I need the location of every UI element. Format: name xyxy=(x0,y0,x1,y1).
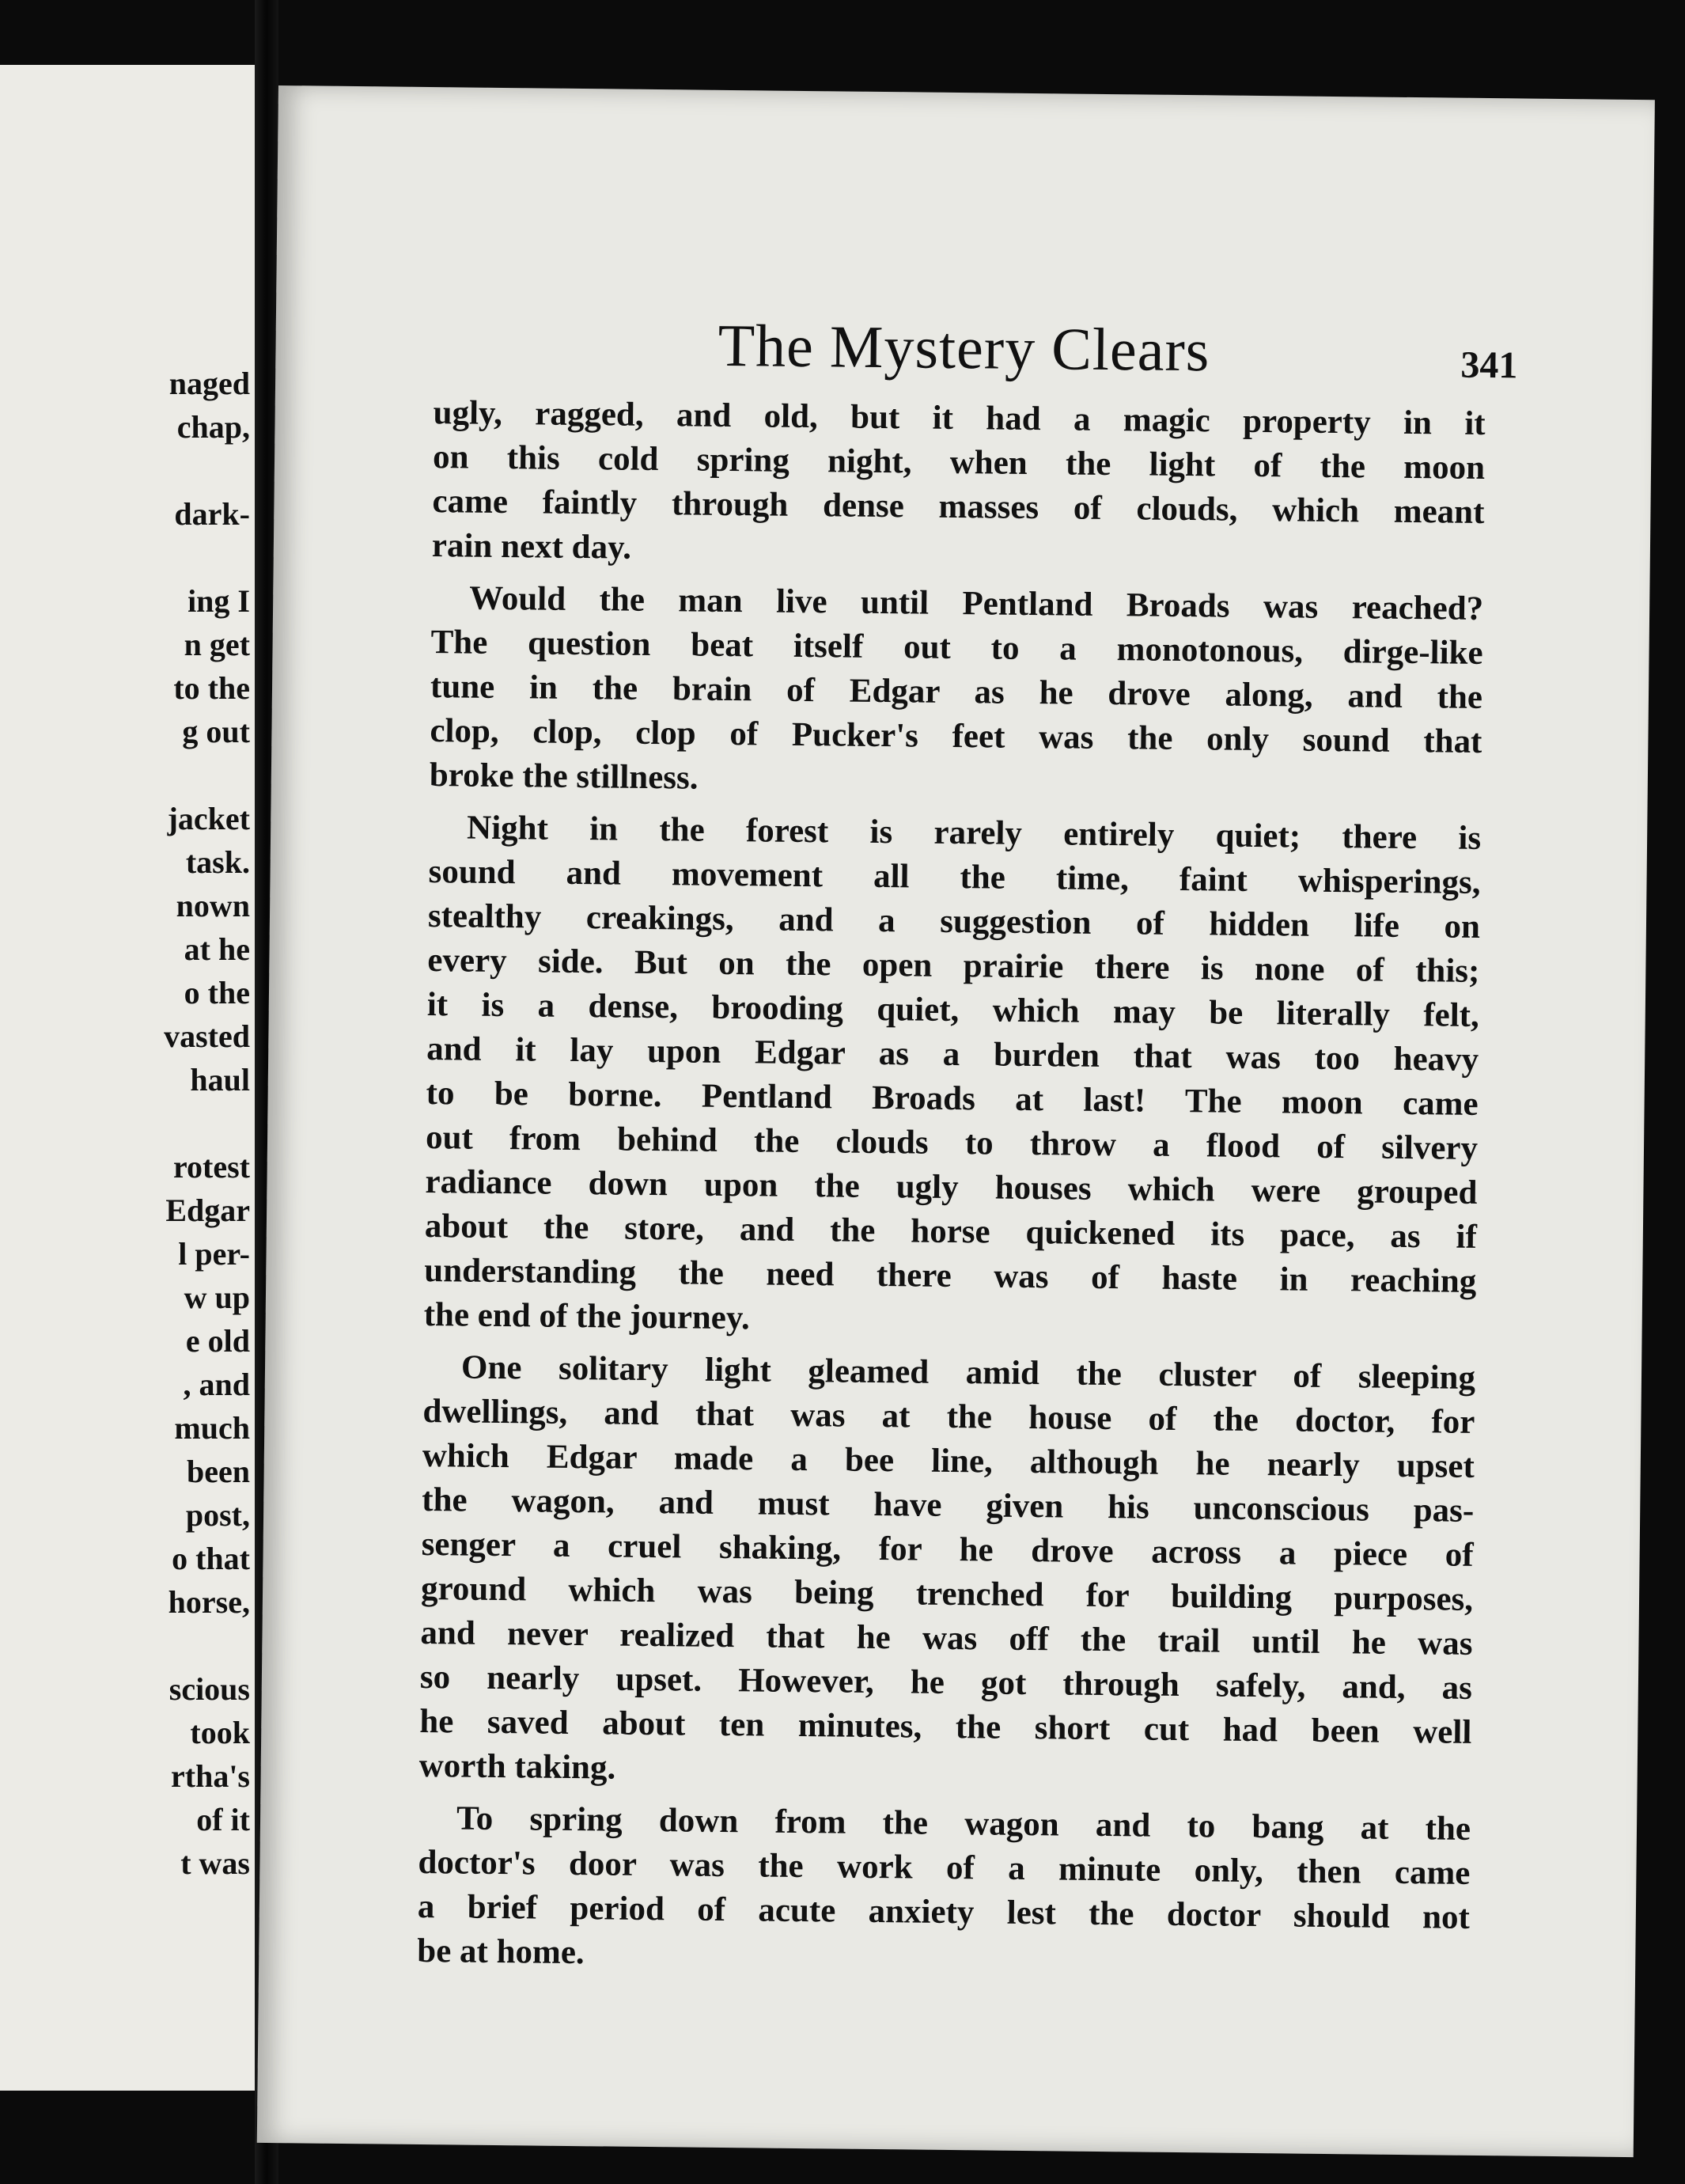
text-line: a brief period of acute anxiety lest the doctor should not xyxy=(417,1887,1471,1936)
text-line: ugly, ragged, and old, but it had a magic property in it xyxy=(433,394,1486,442)
facing-page-line xyxy=(0,1101,250,1145)
facing-page-line: took xyxy=(190,1715,250,1750)
text-line: about the store, and the horse quickened its pace, as if xyxy=(424,1208,1478,1256)
facing-page-line: scious xyxy=(168,1671,250,1707)
text-line: To spring down from the wagon and to bang at the xyxy=(456,1799,1471,1848)
paragraph xyxy=(423,806,1481,1348)
text-line: came faintly through dense masses of clouds, which meant xyxy=(432,483,1485,531)
text-line: One solitary light gleamed amid the cluster of sleeping xyxy=(460,1348,1476,1397)
facing-page-line: g out xyxy=(182,714,250,749)
text-line: clop, clop, clop of Pucker's feet was the only sound that xyxy=(430,712,1482,760)
text-line: sound and movement all the time, faint whisperings, xyxy=(428,853,1481,901)
facing-page-line: o that xyxy=(172,1541,250,1576)
paragraph xyxy=(430,576,1484,809)
text-line: ground which was being trenched for building purposes, xyxy=(420,1569,1474,1618)
text-line: it is a dense, brooding quiet, which may be literally felt, xyxy=(426,986,1480,1034)
text-line: which Edgar made a bee line, although he nearly upset xyxy=(422,1437,1475,1485)
facing-page-line xyxy=(0,449,250,492)
text-line: rain next day. xyxy=(431,527,632,567)
facing-page-line: dark- xyxy=(174,496,250,532)
facing-page-line: Edgar xyxy=(165,1192,250,1228)
facing-page-line: task. xyxy=(185,844,250,880)
paragraph xyxy=(418,1345,1475,1799)
facing-page-line: been xyxy=(187,1454,250,1489)
facing-page-line: w up xyxy=(184,1280,250,1315)
facing-page-line: at he xyxy=(184,931,250,967)
text-line: understanding the need there was of haste in reaching xyxy=(424,1252,1477,1300)
text-line: broke the stillness. xyxy=(429,756,699,797)
text-line: tune in the brain of Edgar as he drove along, and the xyxy=(430,668,1483,716)
facing-page-line: of it xyxy=(196,1802,250,1837)
facing-page-line: naged xyxy=(168,366,250,401)
book-page xyxy=(257,85,1655,2157)
text-line: and it lay upon Edgar as a burden that was too heavy xyxy=(426,1030,1479,1079)
facing-page-line: , and xyxy=(183,1367,250,1402)
text-line: senger a cruel shaking, for he drove across a piece of xyxy=(421,1525,1474,1574)
text-line: to be borne. Pentland Broads at last! The moon came xyxy=(426,1075,1479,1123)
text-line: worth taking. xyxy=(418,1746,616,1787)
text-line: doctor's door was the work of a minute only, then came xyxy=(418,1843,1471,1892)
text-line: Night in the forest is rarely entirely quiet; there is xyxy=(466,809,1482,857)
text-line: stealthy creakings, and a suggestion of hidden life on xyxy=(427,897,1481,946)
facing-page-line: haul xyxy=(190,1062,250,1098)
facing-page-line: vasted xyxy=(164,1018,250,1054)
text-line: on this cold spring night, when the light of the moon xyxy=(432,438,1486,487)
text-line: and never realized that he was off the trail until he was xyxy=(420,1613,1473,1663)
facing-page-line xyxy=(0,753,250,797)
facing-page-line xyxy=(0,1624,250,1667)
facing-page-line: post, xyxy=(185,1497,250,1533)
page-number: 341 xyxy=(1460,343,1518,387)
facing-page-line: chap, xyxy=(176,409,250,445)
facing-page-line: ing I xyxy=(187,583,250,619)
facing-page-line: e old xyxy=(185,1323,250,1359)
text-line: the end of the journey. xyxy=(423,1296,751,1337)
text-line: out from behind the clouds to throw a flood of silvery xyxy=(425,1119,1479,1167)
text-line: every side. But on the open prairie there is none of this; xyxy=(427,942,1480,990)
paragraph xyxy=(432,391,1486,579)
text-line: he saved about ten minutes, the short cut had been well xyxy=(419,1702,1472,1751)
facing-page-line xyxy=(0,536,250,579)
text-line: Would the man live until Pentland Broads was reached? xyxy=(468,579,1484,628)
facing-page-line: nown xyxy=(176,888,250,923)
text-line: the wagon, and must have given his unconscious pas- xyxy=(422,1481,1475,1530)
text-line: dwellings, and that was at the house of the doctor, for xyxy=(422,1393,1475,1441)
facing-page-line: l per- xyxy=(178,1236,250,1272)
facing-page-left xyxy=(0,65,255,2091)
facing-page-line: jacket xyxy=(167,801,250,836)
paragraph xyxy=(417,1796,1471,1985)
facing-page-line: much xyxy=(174,1410,250,1446)
chapter-title: The Mystery Clears xyxy=(718,312,1210,385)
facing-page-line: n get xyxy=(184,627,250,662)
text-line: so nearly upset. However, he got through safely, and, as xyxy=(419,1658,1473,1707)
facing-page-line: to the xyxy=(173,670,250,706)
text-line: The question beat itself out to a monotonous, dirge-like xyxy=(430,624,1483,672)
facing-page-line: o the xyxy=(184,975,250,1010)
facing-page-line: rtha's xyxy=(171,1758,250,1794)
text-line: radiance down upon the ugly houses which were grouped xyxy=(425,1163,1478,1211)
facing-page-line: rotest xyxy=(173,1149,250,1185)
text-line: be at home. xyxy=(417,1932,585,1972)
facing-page-line: t was xyxy=(180,1845,250,1881)
facing-page-text xyxy=(0,362,250,1885)
facing-page-line: horse, xyxy=(168,1584,250,1620)
body-text xyxy=(417,391,1486,1993)
